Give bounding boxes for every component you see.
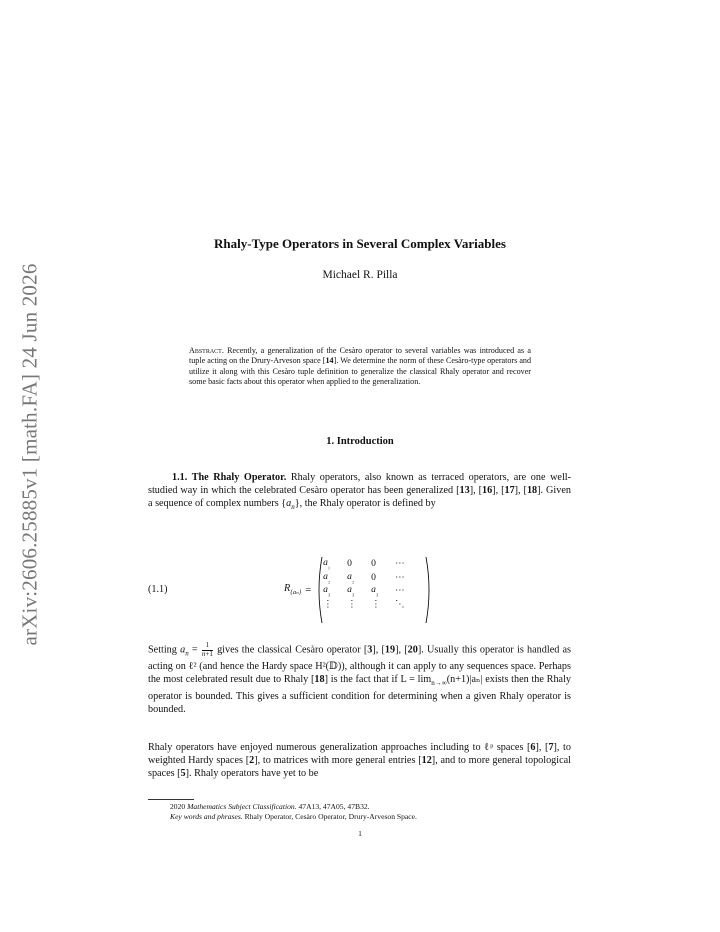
equals-sign: = xyxy=(305,584,312,596)
arxiv-sidebar xyxy=(2,244,58,664)
msc-label: Mathematics Subject Classification. xyxy=(187,802,297,811)
matrix-entry: 0 xyxy=(371,571,376,583)
paper-title: Rhaly-Type Operators in Several Complex Variables xyxy=(214,236,506,251)
paragraph-generalizations: Rhaly operators have enjoyed numerous generalization approaches including to ℓᵖ spaces [6], [7], to weighted Hardy spaces [2], to matrices with more general entries [12], and to more general topological spaces [5]. Rhaly operators have yet to be xyxy=(148,742,571,779)
citation-18: 18 xyxy=(526,485,538,496)
page-number: 1 xyxy=(358,829,362,838)
abstract-ref: 14 xyxy=(325,356,334,366)
equation-lhs: $R_{\{a_n\}}$ xyxy=(284,583,302,597)
citation-7: 7 xyxy=(548,742,554,753)
equation-number: (1.1) xyxy=(148,584,168,595)
left-paren-icon xyxy=(315,556,323,624)
citation-20: 20 xyxy=(407,644,418,656)
citation-16: 16 xyxy=(481,485,493,496)
msc-codes: 47A13, 47A05, 47B32. xyxy=(298,802,370,811)
abstract-text: Recently, a generalization of the Cesàro operator to several variables was introduced as a tuple acting on the Drury-Arveson space [ xyxy=(189,346,531,366)
citation-17: 17 xyxy=(504,485,515,496)
citation-13: 13 xyxy=(459,485,470,496)
abstract xyxy=(189,346,531,388)
matrix-entry: $a_{_3}$ xyxy=(371,584,379,598)
matrix-entry: $a_{_2}$ xyxy=(347,570,355,584)
matrix-entry: $a_{_3}$ xyxy=(347,584,355,598)
matrix-entry: ⋯ xyxy=(395,585,405,597)
paper-author: Michael R. Pilla xyxy=(322,269,398,281)
matrix-entry: ⋯ xyxy=(395,571,405,583)
matrix-entries xyxy=(323,556,425,624)
citation-rhaly-18: 18 xyxy=(314,674,325,686)
subsection-heading: 1.1. The Rhaly Operator. xyxy=(172,472,287,483)
matrix-entry: $a_{_3}$ xyxy=(323,584,331,598)
citation-6: 6 xyxy=(530,742,536,753)
paragraph-rhaly-operator: 1.1. The Rhaly Operator. Rhaly operators, also known as terraced operators, are one well-studied way in which the celebrated Cesàro operator has been generalized [13], [16], [17], [18]. Given a sequence of complex numbers $\{a_n\}$, the Rhaly operator is defined by xyxy=(148,472,572,512)
matrix-entry: ⋱ xyxy=(395,598,405,610)
matrix-entry: ⋮ xyxy=(347,598,357,610)
citation-2: 2 xyxy=(249,755,255,766)
footnote-msc: 2020 Mathematics Subject Classification. 47A13, 47A05, 47B32. Key words and phrases. Rhaly Operator, Cesàro Operator, Drury-Arveson Space. xyxy=(148,802,571,821)
citation-3: 3 xyxy=(367,644,373,656)
matrix-entry: 0 xyxy=(371,558,376,570)
paragraph-cesaro: Setting $a_n$ = $\frac{1}{n+1}$ gives the classical Cesàro operator [3], [19], [20]. Usually this operator is handled as acting on ℓ² (and hence the Hardy space H²(𝔻)), although it can apply to any sequences space. Perhaps the most celebrated result due to Rhaly [18] is the fact that if $L = \lim_{n\to\infty}(n+1)|a_n|$ exists then the Rhaly operator is bounded. This gives a sufficient condition for determining when a given Rhaly operator is bounded. xyxy=(148,641,572,716)
footnote-keywords xyxy=(148,812,571,822)
equation-rhaly-matrix xyxy=(284,556,433,624)
keywords-text: Rhaly Operator, Cesàro Operator, Drury-Arveson Space. xyxy=(244,811,417,821)
citation-5: 5 xyxy=(180,768,186,779)
matrix-entry: ⋮ xyxy=(323,598,333,610)
citation-19: 19 xyxy=(384,644,396,656)
abstract-text-2: ]. We determine the norm of these Cesàro-type operators and utilize it along with this Cesàro tuple definition to generalize the classical Rhaly operator and recover some basic facts about this operator when applied to the generalization. xyxy=(189,356,532,387)
matrix-entry: ⋮ xyxy=(371,598,381,610)
right-paren-icon xyxy=(425,556,433,624)
matrix-entry: ⋯ xyxy=(395,558,405,570)
citation-12: 12 xyxy=(421,755,432,766)
keywords-label: Key words and phrases. xyxy=(170,811,243,821)
matrix xyxy=(315,556,433,624)
matrix-entry: $a_{_2}$ xyxy=(323,570,331,584)
fraction-1-over-n-plus-1: $\frac{1}{n+1}$ xyxy=(201,641,213,658)
footnote-rule xyxy=(148,799,194,800)
abstract-label: Abstract. xyxy=(189,346,224,355)
matrix-entry: $a_{_1}$ xyxy=(323,557,331,571)
section-heading-introduction: 1. Introduction xyxy=(326,436,394,447)
matrix-entry: 0 xyxy=(347,558,352,570)
arxiv-identifier: arXiv:2606.25885v1 [math.FA] 24 Jun 2026 xyxy=(17,262,42,646)
